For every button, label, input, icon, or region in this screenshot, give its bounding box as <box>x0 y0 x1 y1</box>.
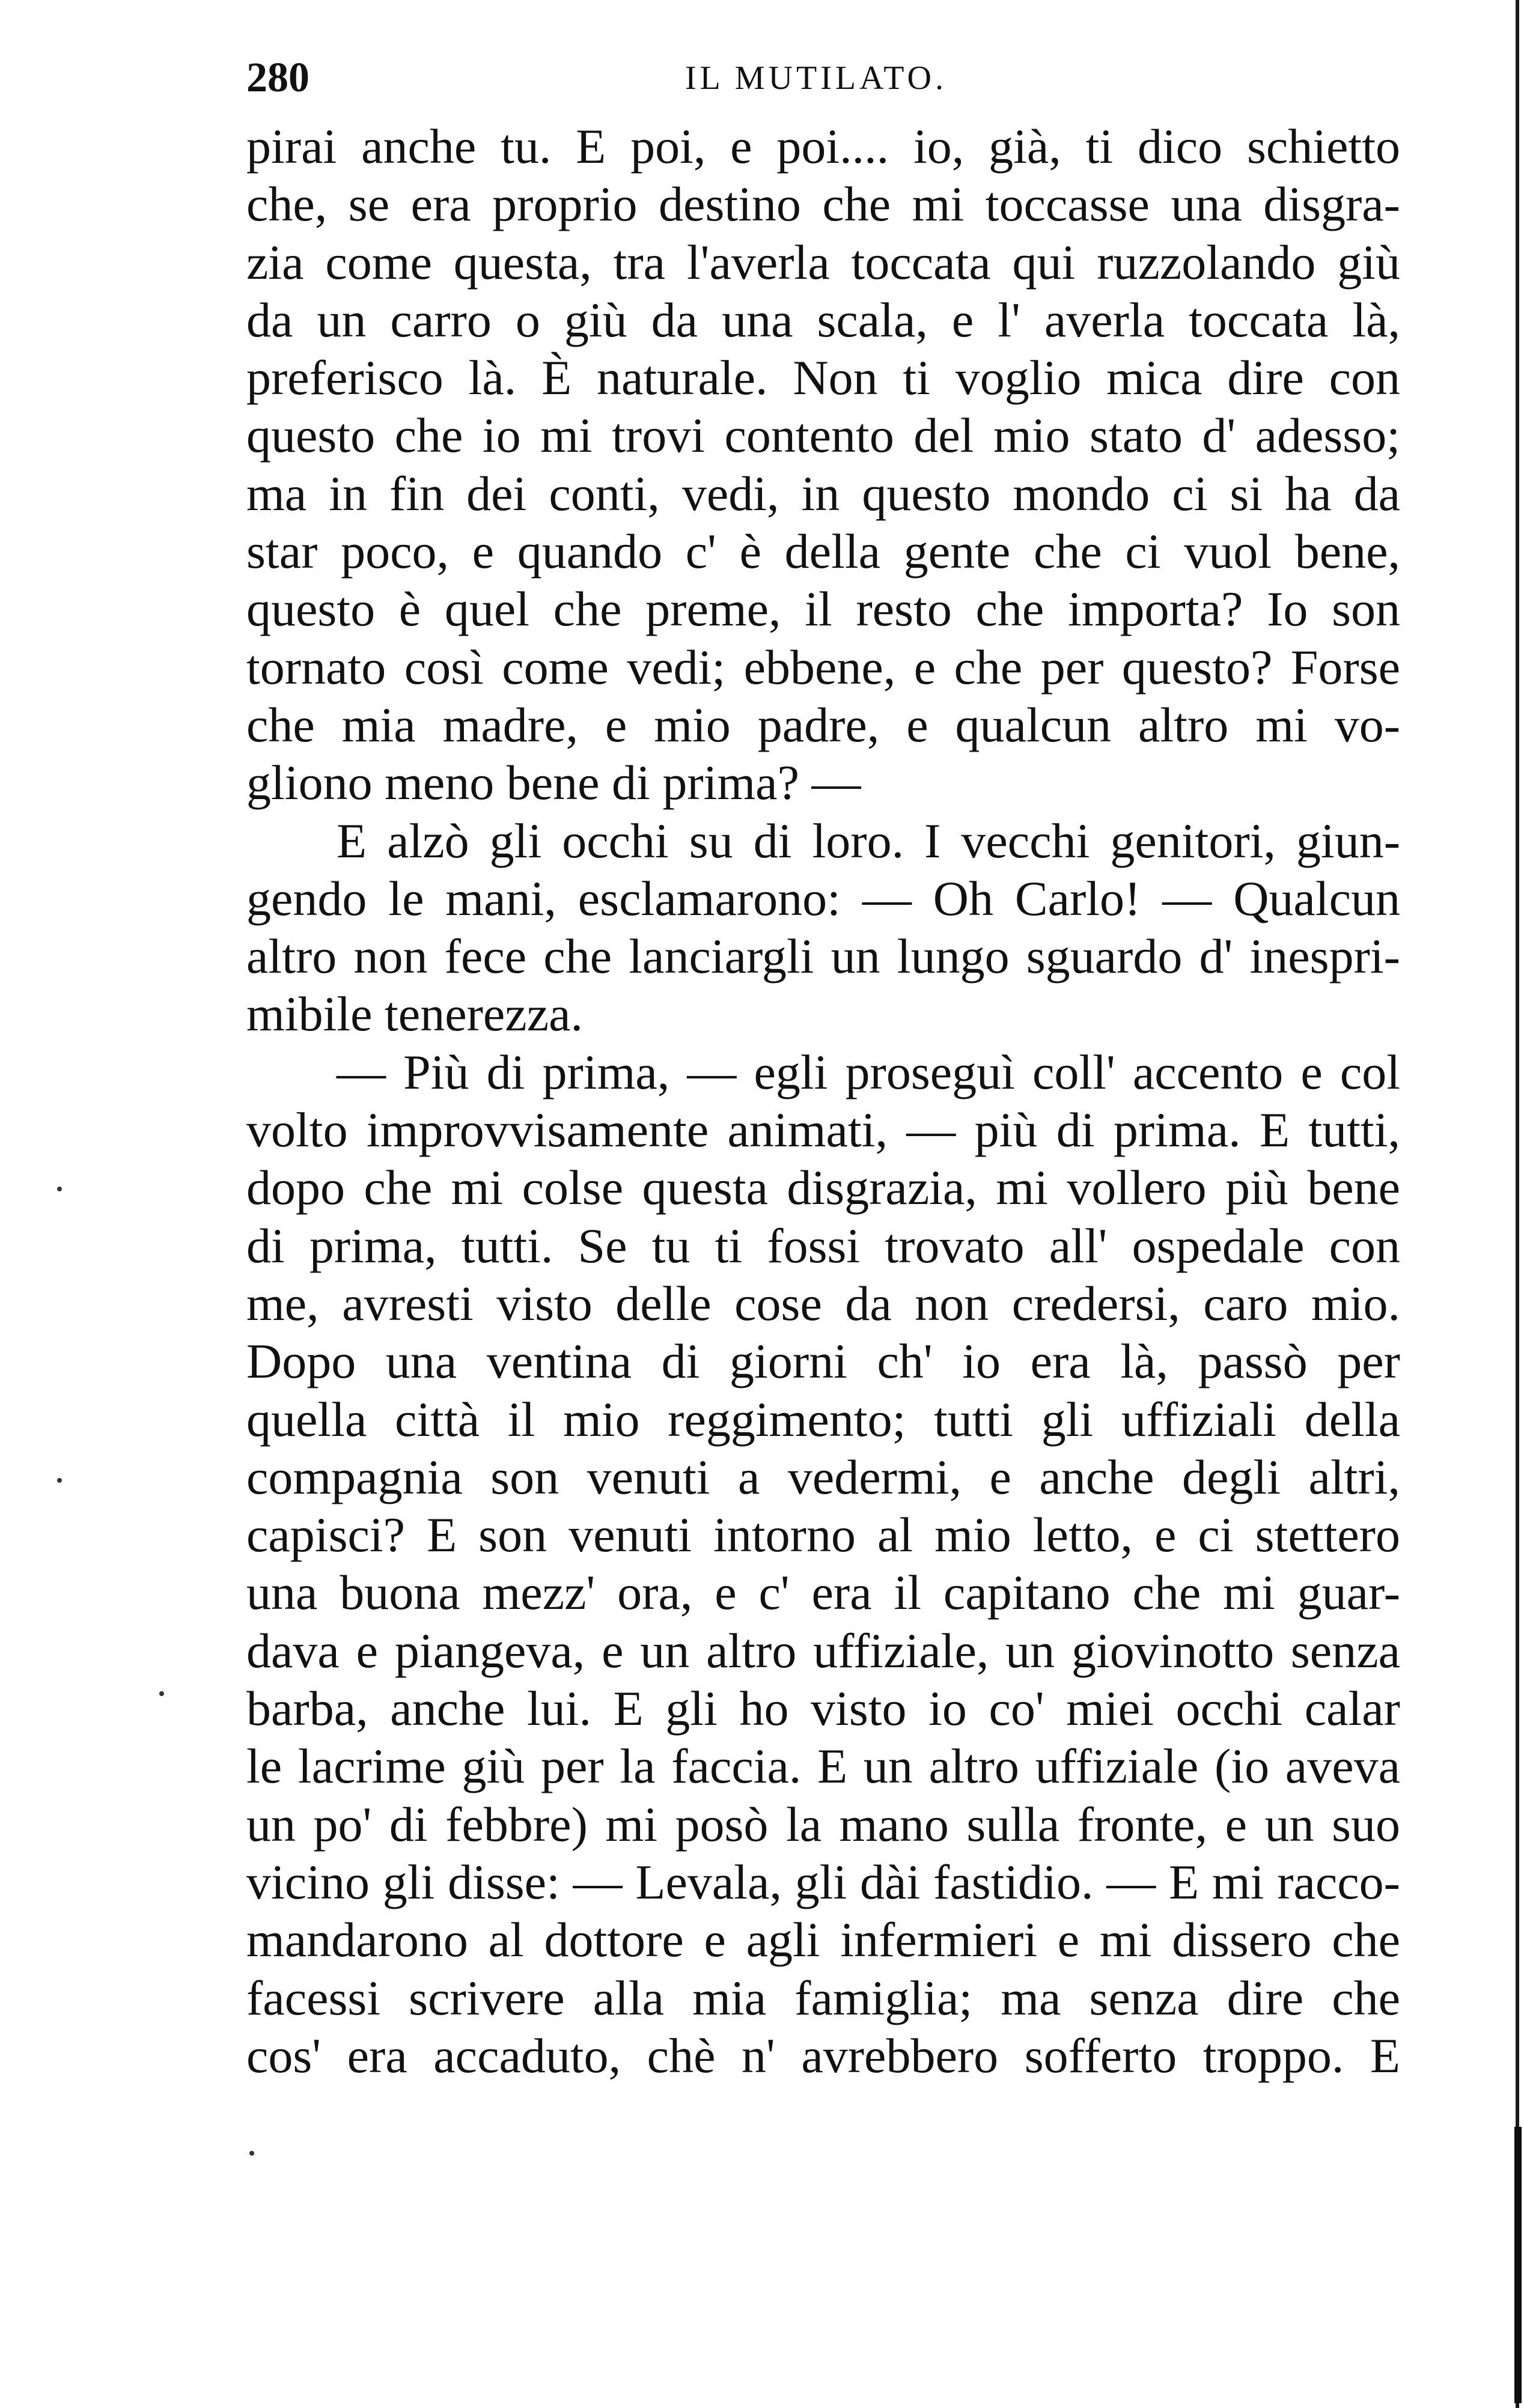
text-line: capisci? E son venuti intorno al mio letto, e ci stettero <box>246 1507 1400 1563</box>
text-line: che, se era proprio destino che mi toccasse una disgra- <box>246 177 1400 232</box>
body-text <box>246 118 1400 2085</box>
text-line: tornato così come vedi; ebbene, e che per questo? Forse <box>246 639 1400 695</box>
text-line: che mia madre, e mio padre, e qualcun altro mi vo- <box>246 697 1400 752</box>
text-line: barba, anche lui. E gli ho visto io co' miei occhi calar <box>246 1681 1400 1736</box>
scan-speck <box>159 1691 164 1696</box>
text-line: altro non fece che lanciargli un lungo sguardo d' inespri- <box>246 929 1400 984</box>
page-edge-line <box>1516 0 1519 2408</box>
text-line: cos' era accaduto, chè n' avrebbero sofferto troppo. E <box>246 2028 1400 2083</box>
text-line: quella città il mio reggimento; tutti gli uffiziali della <box>246 1391 1400 1447</box>
text-line: zia come questa, tra l'averla toccata qui ruzzolando giù <box>246 234 1400 290</box>
text-line: mibile tenerezza. <box>246 987 583 1042</box>
text-line: star poco, e quando c' è della gente che ci vuol bene, <box>246 524 1400 579</box>
text-line: vicino gli disse: — Levala, gli dài fastidio. — E mi racco- <box>246 1854 1400 1909</box>
running-head <box>246 45 1394 111</box>
text-line: compagnia son venuti a vedermi, e anche degli altri, <box>246 1449 1400 1504</box>
text-line: gendo le mani, esclamarono: — Oh Carlo! — Qualcun <box>246 871 1400 926</box>
text-line: di prima, tutti. Se tu ti fossi trovato all' ospedale con <box>246 1218 1400 1273</box>
text-line: una buona mezz' ora, e c' era il capitano che mi guar- <box>246 1565 1400 1620</box>
text-line: E alzò gli occhi su di loro. I vecchi genitori, giun- <box>337 813 1400 868</box>
scan-speck <box>57 1187 62 1191</box>
text-line: gliono meno bene di prima? — <box>246 755 861 810</box>
text-line: ma in fin dei conti, vedi, in questo mondo ci si ha da <box>246 466 1400 521</box>
text-line: — Più di prima, — egli proseguì coll' accento e col <box>337 1044 1400 1099</box>
text-line: preferisco là. È naturale. Non ti voglio mica dire con <box>246 350 1400 406</box>
text-line: un po' di febbre) mi posò la mano sulla fronte, e un suo <box>246 1796 1400 1852</box>
page-number: 280 <box>246 55 309 101</box>
page-edge-shadow <box>1514 2127 1522 2403</box>
text-line: dava e piangeva, e un altro uffiziale, un giovinotto senza <box>246 1623 1400 1678</box>
text-line: le lacrime giù per la faccia. E un altro uffiziale (io aveva <box>246 1739 1400 1794</box>
running-title: IL MUTILATO. <box>685 59 947 97</box>
text-line: Dopo una ventina di giorni ch' io era là, passò per <box>246 1334 1400 1389</box>
text-line: me, avresti visto delle cose da non credersi, caro mio. <box>246 1275 1400 1331</box>
text-line: pirai anche tu. E poi, e poi.... io, già, ti dico schietto <box>246 119 1400 174</box>
text-line: da un carro o giù da una scala, e l' averla toccata là, <box>246 292 1400 347</box>
text-line: questo è quel che preme, il resto che importa? Io son <box>246 582 1400 637</box>
text-line: volto improvvisamente animati, — più di prima. E tutti, <box>246 1102 1400 1158</box>
text-line: facessi scrivere alla mia famiglia; ma senza dire che <box>246 1970 1400 2025</box>
scan-speck <box>57 1478 62 1483</box>
scan-speck <box>249 2151 254 2156</box>
text-line: questo che io mi trovi contento del mio stato d' adesso; <box>246 408 1400 463</box>
text-line: mandarono al dottore e agli infermieri e mi dissero che <box>246 1912 1400 1968</box>
text-line: dopo che mi colse questa disgrazia, mi vollero più bene <box>246 1160 1400 1215</box>
